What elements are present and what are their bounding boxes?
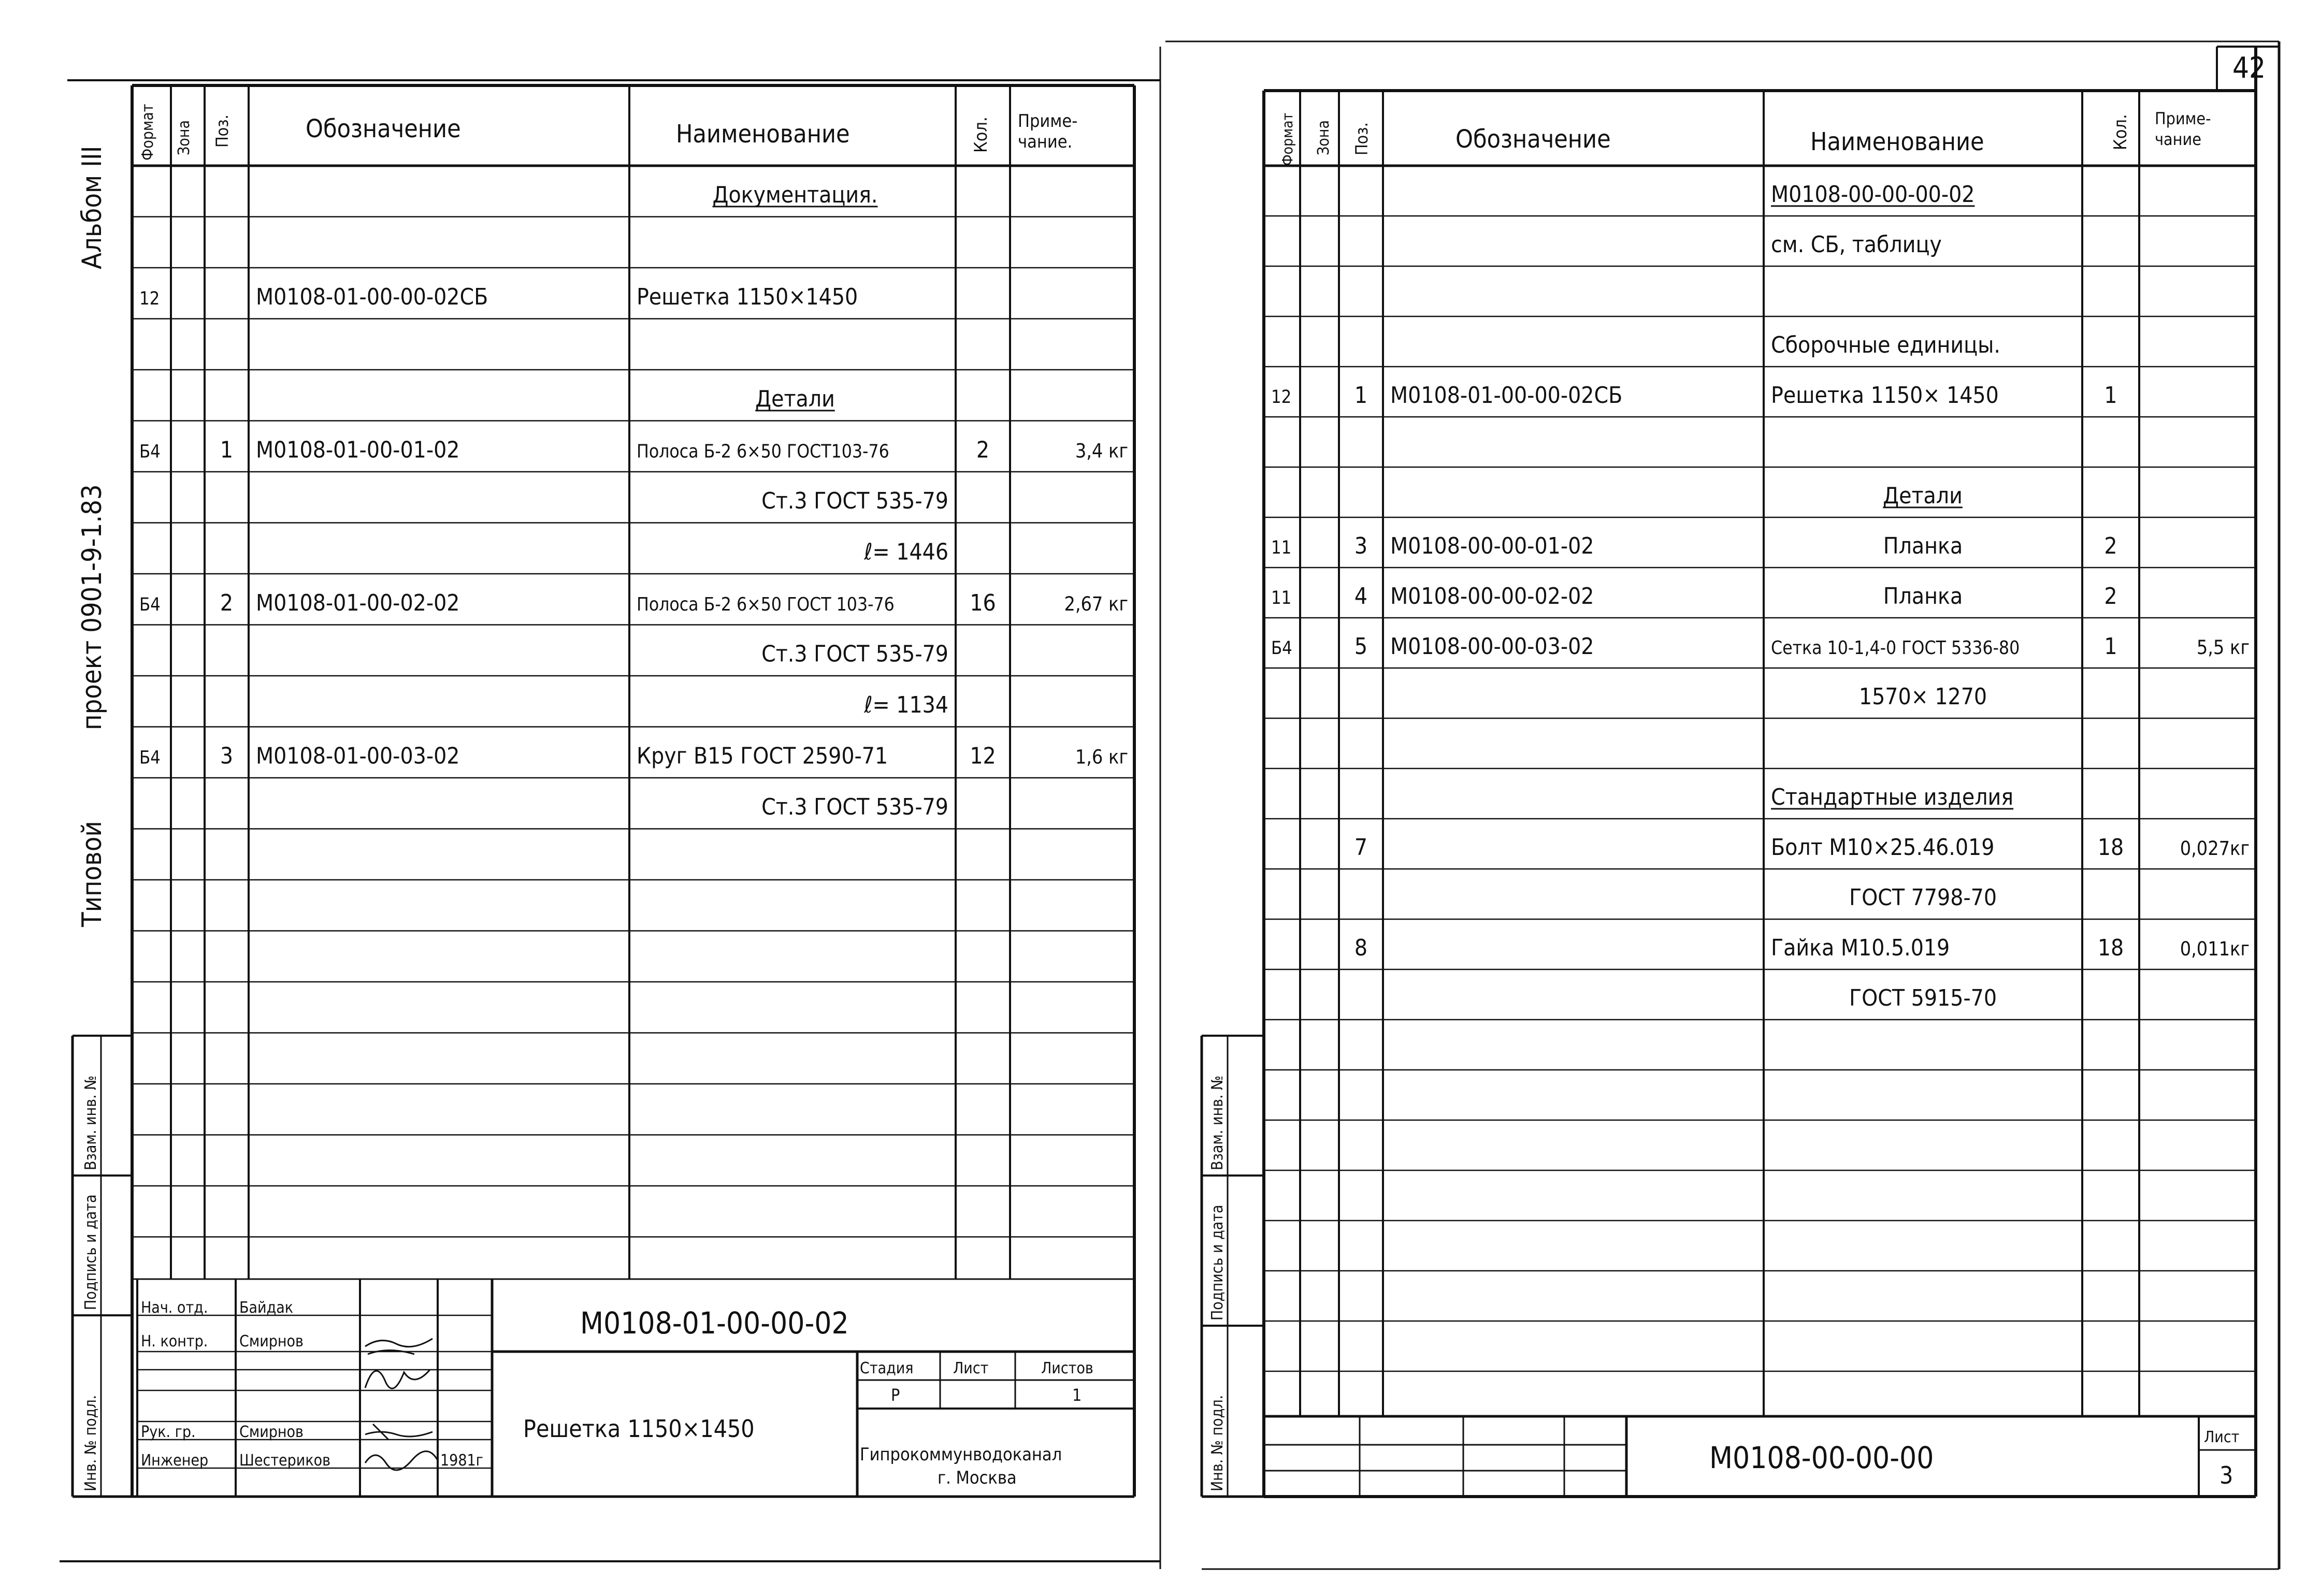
- stamp-person-name: Смирнов: [239, 1332, 304, 1351]
- cell-designation: М0108-00-00-01-02: [1390, 532, 1594, 559]
- left-stamp-sheets: 1: [1072, 1385, 1082, 1405]
- album-label: Альбом III: [77, 146, 108, 269]
- stamp-person-row: [141, 1332, 304, 1351]
- table-row: [1271, 382, 2117, 409]
- cell-pos: 7: [1354, 834, 1368, 861]
- cell-name: Планка: [1883, 532, 1963, 559]
- cell-name: Сборочные единицы.: [1771, 331, 2000, 358]
- cell-name: Ст.3 ГОСТ 535-79: [761, 641, 948, 668]
- right-stamp-sheet: 3: [2219, 1461, 2233, 1489]
- table-row: [139, 743, 1128, 769]
- left-stamp-sheets-label: Листов: [1041, 1359, 1093, 1377]
- right-spec-sheet: [1160, 41, 2279, 1569]
- table-row: [761, 794, 948, 820]
- right-col-qty-header: Кол.: [2110, 114, 2131, 150]
- cell-designation: М0108-01-00-00-02СБ: [1390, 382, 1623, 409]
- right-strip-inv-podl: Инв. № подл.: [1208, 1395, 1227, 1491]
- right-title-block-text: [1709, 1428, 2239, 1489]
- cell-name: 1570× 1270: [1858, 683, 1987, 710]
- table-row: [863, 692, 948, 718]
- right-stamp-code: М0108-00-00-00: [1709, 1440, 1934, 1475]
- cell-designation: М0108-01-00-00-02СБ: [256, 283, 488, 310]
- cell-note: 2,67 кг: [1064, 592, 1128, 615]
- table-row: [139, 284, 858, 310]
- table-row: [863, 539, 948, 565]
- cell-designation: М0108-00-00-02-02: [1390, 583, 1594, 610]
- table-row: [713, 182, 878, 208]
- cell-format: 12: [1271, 386, 1292, 408]
- left-col-name-header: Наименование: [676, 120, 850, 149]
- cell-format: 12: [139, 288, 160, 309]
- table-row: [1354, 935, 2250, 961]
- stamp-person-date: 1981г: [440, 1452, 483, 1470]
- cell-name: Гайка М10.5.019: [1771, 934, 1950, 961]
- cell-name: Планка: [1883, 583, 1963, 610]
- page-number: 42: [2232, 51, 2266, 85]
- cell-pos: 1: [220, 437, 234, 463]
- cell-qty: 2: [2104, 532, 2117, 559]
- left-col-pos-header: Поз.: [212, 114, 232, 148]
- right-header: [1279, 109, 2211, 166]
- typical-label: Типовой: [77, 821, 108, 927]
- table-row: [1271, 583, 2117, 610]
- cell-format: 11: [1271, 587, 1292, 608]
- left-stamp-stage-label: Стадия: [860, 1359, 914, 1377]
- left-header: [139, 104, 1083, 161]
- right-col-format-header: Формат: [1279, 112, 1296, 166]
- table-row: [1771, 231, 1942, 258]
- cell-format: Б4: [139, 441, 161, 462]
- cell-pos: 1: [1354, 382, 1368, 409]
- left-col-note-header-text: Приме-: [1018, 111, 1078, 132]
- left-side-strip: [82, 1076, 100, 1491]
- cell-name: Детали: [1883, 482, 1963, 509]
- cell-note: 5,5 кг: [2196, 635, 2250, 659]
- cell-name: Стандартные изделия: [1771, 784, 2014, 810]
- right-col-zone-header: Зона: [1315, 120, 1333, 155]
- left-title-block-text: [523, 1305, 1093, 1488]
- cell-qty: 18: [2097, 834, 2124, 861]
- cell-qty: 2: [976, 437, 990, 463]
- cell-designation: М0108-01-00-01-02: [256, 437, 460, 463]
- stamp-person-name: Байдак: [239, 1299, 294, 1317]
- left-col-note-header: [1018, 111, 1083, 152]
- cell-designation: М0108-01-00-03-02: [256, 743, 460, 770]
- cell-designation: М0108-01-00-02-02: [256, 589, 460, 616]
- table-row: [761, 488, 948, 514]
- cell-qty: 1: [2104, 633, 2117, 660]
- right-side-strip: [1208, 1076, 1227, 1491]
- right-strip-podpis-data: Подпись и дата: [1208, 1205, 1227, 1321]
- table-row: [1883, 483, 1963, 509]
- table-row: [1771, 181, 1974, 208]
- cell-note: 3,4 кг: [1075, 439, 1128, 462]
- cell-name: Детали: [755, 385, 835, 412]
- cell-pos: 2: [220, 589, 234, 616]
- cell-note: 0,027кг: [2180, 836, 2250, 860]
- table-row: [761, 641, 948, 667]
- right-spec-table-body: [1271, 181, 2250, 1011]
- cell-qty: 16: [970, 589, 996, 616]
- cell-name: Сетка 10-1,4-0 ГОСТ 5336-80: [1771, 637, 2020, 659]
- stamp-person-name: Смирнов: [239, 1423, 304, 1441]
- cell-pos: 8: [1354, 934, 1368, 961]
- right-col-name-header: Наименование: [1810, 127, 1984, 156]
- left-stamp-code: М0108-01-00-00-02: [580, 1305, 849, 1341]
- table-row: [755, 386, 835, 412]
- left-stamp-org: Гипрокоммунводоканал: [860, 1444, 1062, 1465]
- stamp-person-role: Нач. отд.: [141, 1299, 208, 1317]
- album-side-label: [77, 146, 108, 927]
- stamp-person-role: Н. контр.: [141, 1332, 208, 1351]
- cell-name: ГОСТ 5915-70: [1849, 984, 1997, 1011]
- cell-qty: 1: [2104, 382, 2117, 409]
- stamp-person-name: Шестериков: [239, 1452, 331, 1470]
- left-signatures: [365, 1339, 438, 1470]
- table-row: [1771, 332, 2000, 358]
- left-spec-sheet: [67, 80, 1160, 1497]
- left-stamp-city: г. Москва: [938, 1468, 1017, 1488]
- cell-pos: 3: [220, 743, 234, 770]
- cell-name: М0108-00-00-00-02: [1771, 181, 1975, 208]
- cell-name: Решетка 1150× 1450: [1771, 382, 1999, 409]
- left-stamp-stage: Р: [891, 1385, 900, 1405]
- cell-qty: 2: [2104, 583, 2117, 610]
- stamp-person-row: [141, 1299, 293, 1317]
- left-col-format-header: Формат: [139, 104, 157, 161]
- cell-format: 11: [1271, 537, 1292, 558]
- stamp-person-row: [141, 1423, 304, 1441]
- table-row: [1849, 985, 1997, 1011]
- table-row: [1271, 633, 2250, 660]
- left-strip-inv-podl: Инв. № подл.: [82, 1395, 100, 1491]
- right-stamp-sheet-label: Лист: [2204, 1428, 2240, 1446]
- table-row: [1771, 784, 2013, 810]
- cell-pos: 5: [1354, 633, 1368, 660]
- cell-name: ГОСТ 7798-70: [1849, 884, 1997, 911]
- cell-qty: 18: [2097, 934, 2124, 961]
- right-strip-vzam-inv: Взам. инв. №: [1208, 1075, 1227, 1170]
- cell-name: Полоса Б-2 6×50 ГОСТ 103-76: [637, 593, 895, 615]
- table-row: [1271, 533, 2117, 559]
- left-stamp-title: Решетка 1150×1450: [523, 1415, 755, 1443]
- cell-format: Б4: [139, 594, 161, 615]
- cell-name: ℓ= 1134: [864, 691, 948, 718]
- cell-name: ℓ= 1446: [864, 539, 948, 565]
- cell-name: Решетка 1150×1450: [637, 283, 858, 310]
- cell-name: см. СБ, таблицу: [1771, 231, 1942, 258]
- left-stamp-people: [141, 1299, 483, 1470]
- cell-name: Полоса Б-2 6×50 ГОСТ103-76: [637, 441, 889, 462]
- cell-format: Б4: [139, 747, 161, 768]
- left-col-designation-header: Обозначение: [306, 114, 461, 143]
- cell-name: Болт М10×25.46.019: [1771, 834, 1995, 861]
- left-col-note-header-line2: чание.: [1018, 132, 1073, 152]
- cell-name: Ст.3 ГОСТ 535-79: [761, 487, 948, 514]
- project-label: проект 0901-9-1.83: [77, 484, 108, 730]
- cell-note: 1,6 кг: [1075, 745, 1128, 768]
- cell-designation: М0108-00-00-03-02: [1390, 633, 1594, 660]
- cell-format: Б4: [1271, 637, 1292, 659]
- right-col-pos-header: Поз.: [1352, 122, 1372, 155]
- cell-name: Документация.: [712, 181, 878, 208]
- left-col-zone-header: Зона: [175, 120, 193, 155]
- table-row: [139, 590, 1128, 616]
- table-row: [1849, 884, 1997, 911]
- left-strip-vzam-inv: Взам. инв. №: [82, 1075, 100, 1170]
- table-row: [1859, 684, 1987, 710]
- table-row: [139, 437, 1128, 463]
- left-col-qty-header: Кол.: [971, 117, 991, 153]
- stamp-person-role: Инженер: [141, 1452, 209, 1470]
- stamp-person-role: Рук. гр.: [141, 1423, 196, 1441]
- right-col-note-header: Приме-чание: [2155, 109, 2211, 149]
- cell-name: Круг В15 ГОСТ 2590-71: [637, 743, 888, 770]
- left-stamp-sheet-label: Лист: [953, 1359, 989, 1377]
- left-spec-table-body: [139, 182, 1128, 820]
- cell-note: 0,011кг: [2180, 937, 2250, 960]
- cell-name: Ст.3 ГОСТ 535-79: [761, 793, 948, 820]
- left-strip-podpis-data: Подпись и дата: [82, 1194, 100, 1310]
- cell-pos: 3: [1354, 532, 1368, 559]
- cell-qty: 12: [970, 743, 996, 770]
- table-row: [1354, 834, 2250, 861]
- right-col-designation-header: Обозначение: [1455, 125, 1611, 154]
- cell-pos: 4: [1354, 583, 1368, 610]
